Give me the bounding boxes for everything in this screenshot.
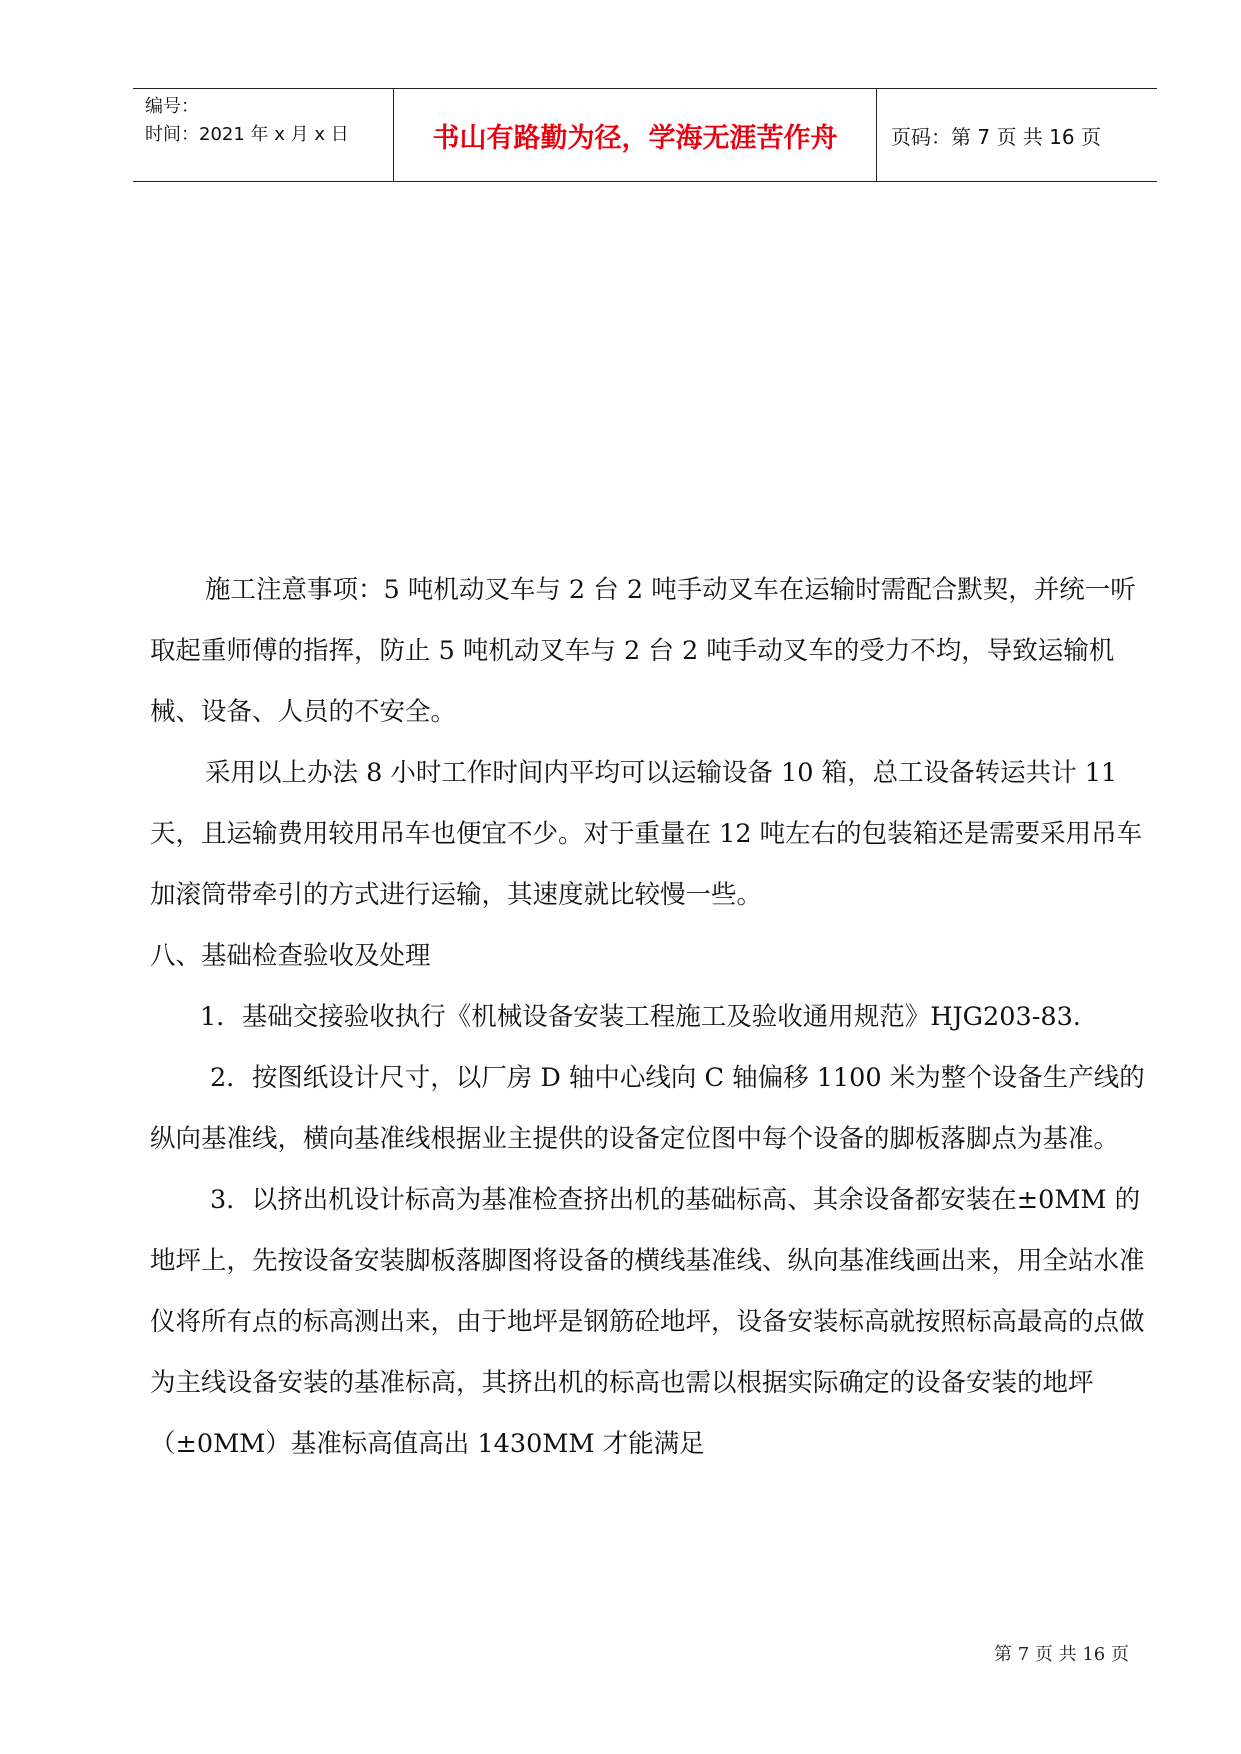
document-body xyxy=(150,560,1150,1475)
paragraph: 施工注意事项：5 吨机动叉车与 2 台 2 吨手动叉车在运输时需配合默契，并统一听取起重师傅的指挥，防止 5 吨机动叉车与 2 台 2 吨手动叉车的受力不均，导致运输机械、设备、人员的不安全。 xyxy=(150,575,1136,727)
header-divider xyxy=(876,89,877,181)
header-meta xyxy=(145,93,395,149)
paragraph: 采用以上办法 8 小时工作时间内平均可以运输设备 10 箱，总工设备转运共计 11 天，且运输费用较用吊车也便宜不少。对于重量在 12 吨左右的包装箱还是需要采用吊车加滚筒带牵引的方式进行运输，其速度就比较慢一些。 xyxy=(150,758,1143,910)
list-item: 1．基础交接验收执行《机械设备安装工程施工及验收通用规范》HJG203-83. xyxy=(200,1002,1081,1032)
time-label: 时间：2021 年 x 月 x 日 xyxy=(145,124,349,145)
header-motto: 书山有路勤为径，学海无涯苦作舟 xyxy=(432,122,838,154)
list-item: 2．按图纸设计尺寸，以厂房 D 轴中心线向 C 轴偏移 1100 米为整个设备生产线的纵向基准线，横向基准线根据业主提供的设备定位图中每个设备的脚板落脚点为基准。 xyxy=(150,1063,1145,1154)
header-divider xyxy=(393,89,394,181)
section-heading: 八、基础检查验收及处理 xyxy=(150,941,431,971)
header-table xyxy=(133,88,1157,182)
page-code: 页码：第 7 页 共 16 页 xyxy=(891,124,1101,149)
number-label: 编号： xyxy=(145,96,199,117)
page-footer: 第 7 页 共 16 页 xyxy=(994,1644,1129,1665)
list-item: 3．以挤出机设计标高为基准检查挤出机的基础标高、其余设备都安装在±0MM 的地坪上，先按设备安装脚板落脚图将设备的横线基准线、纵向基准线画出来，用全站水准仪将所有点的标高测出来，由于地坪是钢筋砼地坪，设备安装标高就按照标高最高的点做为主线设备安装的基准标高，其挤出机的标高也需以根据实际确定的设备安装的地坪（±0MM）基准标高值高出 1430MM 才能满足 xyxy=(150,1185,1145,1459)
